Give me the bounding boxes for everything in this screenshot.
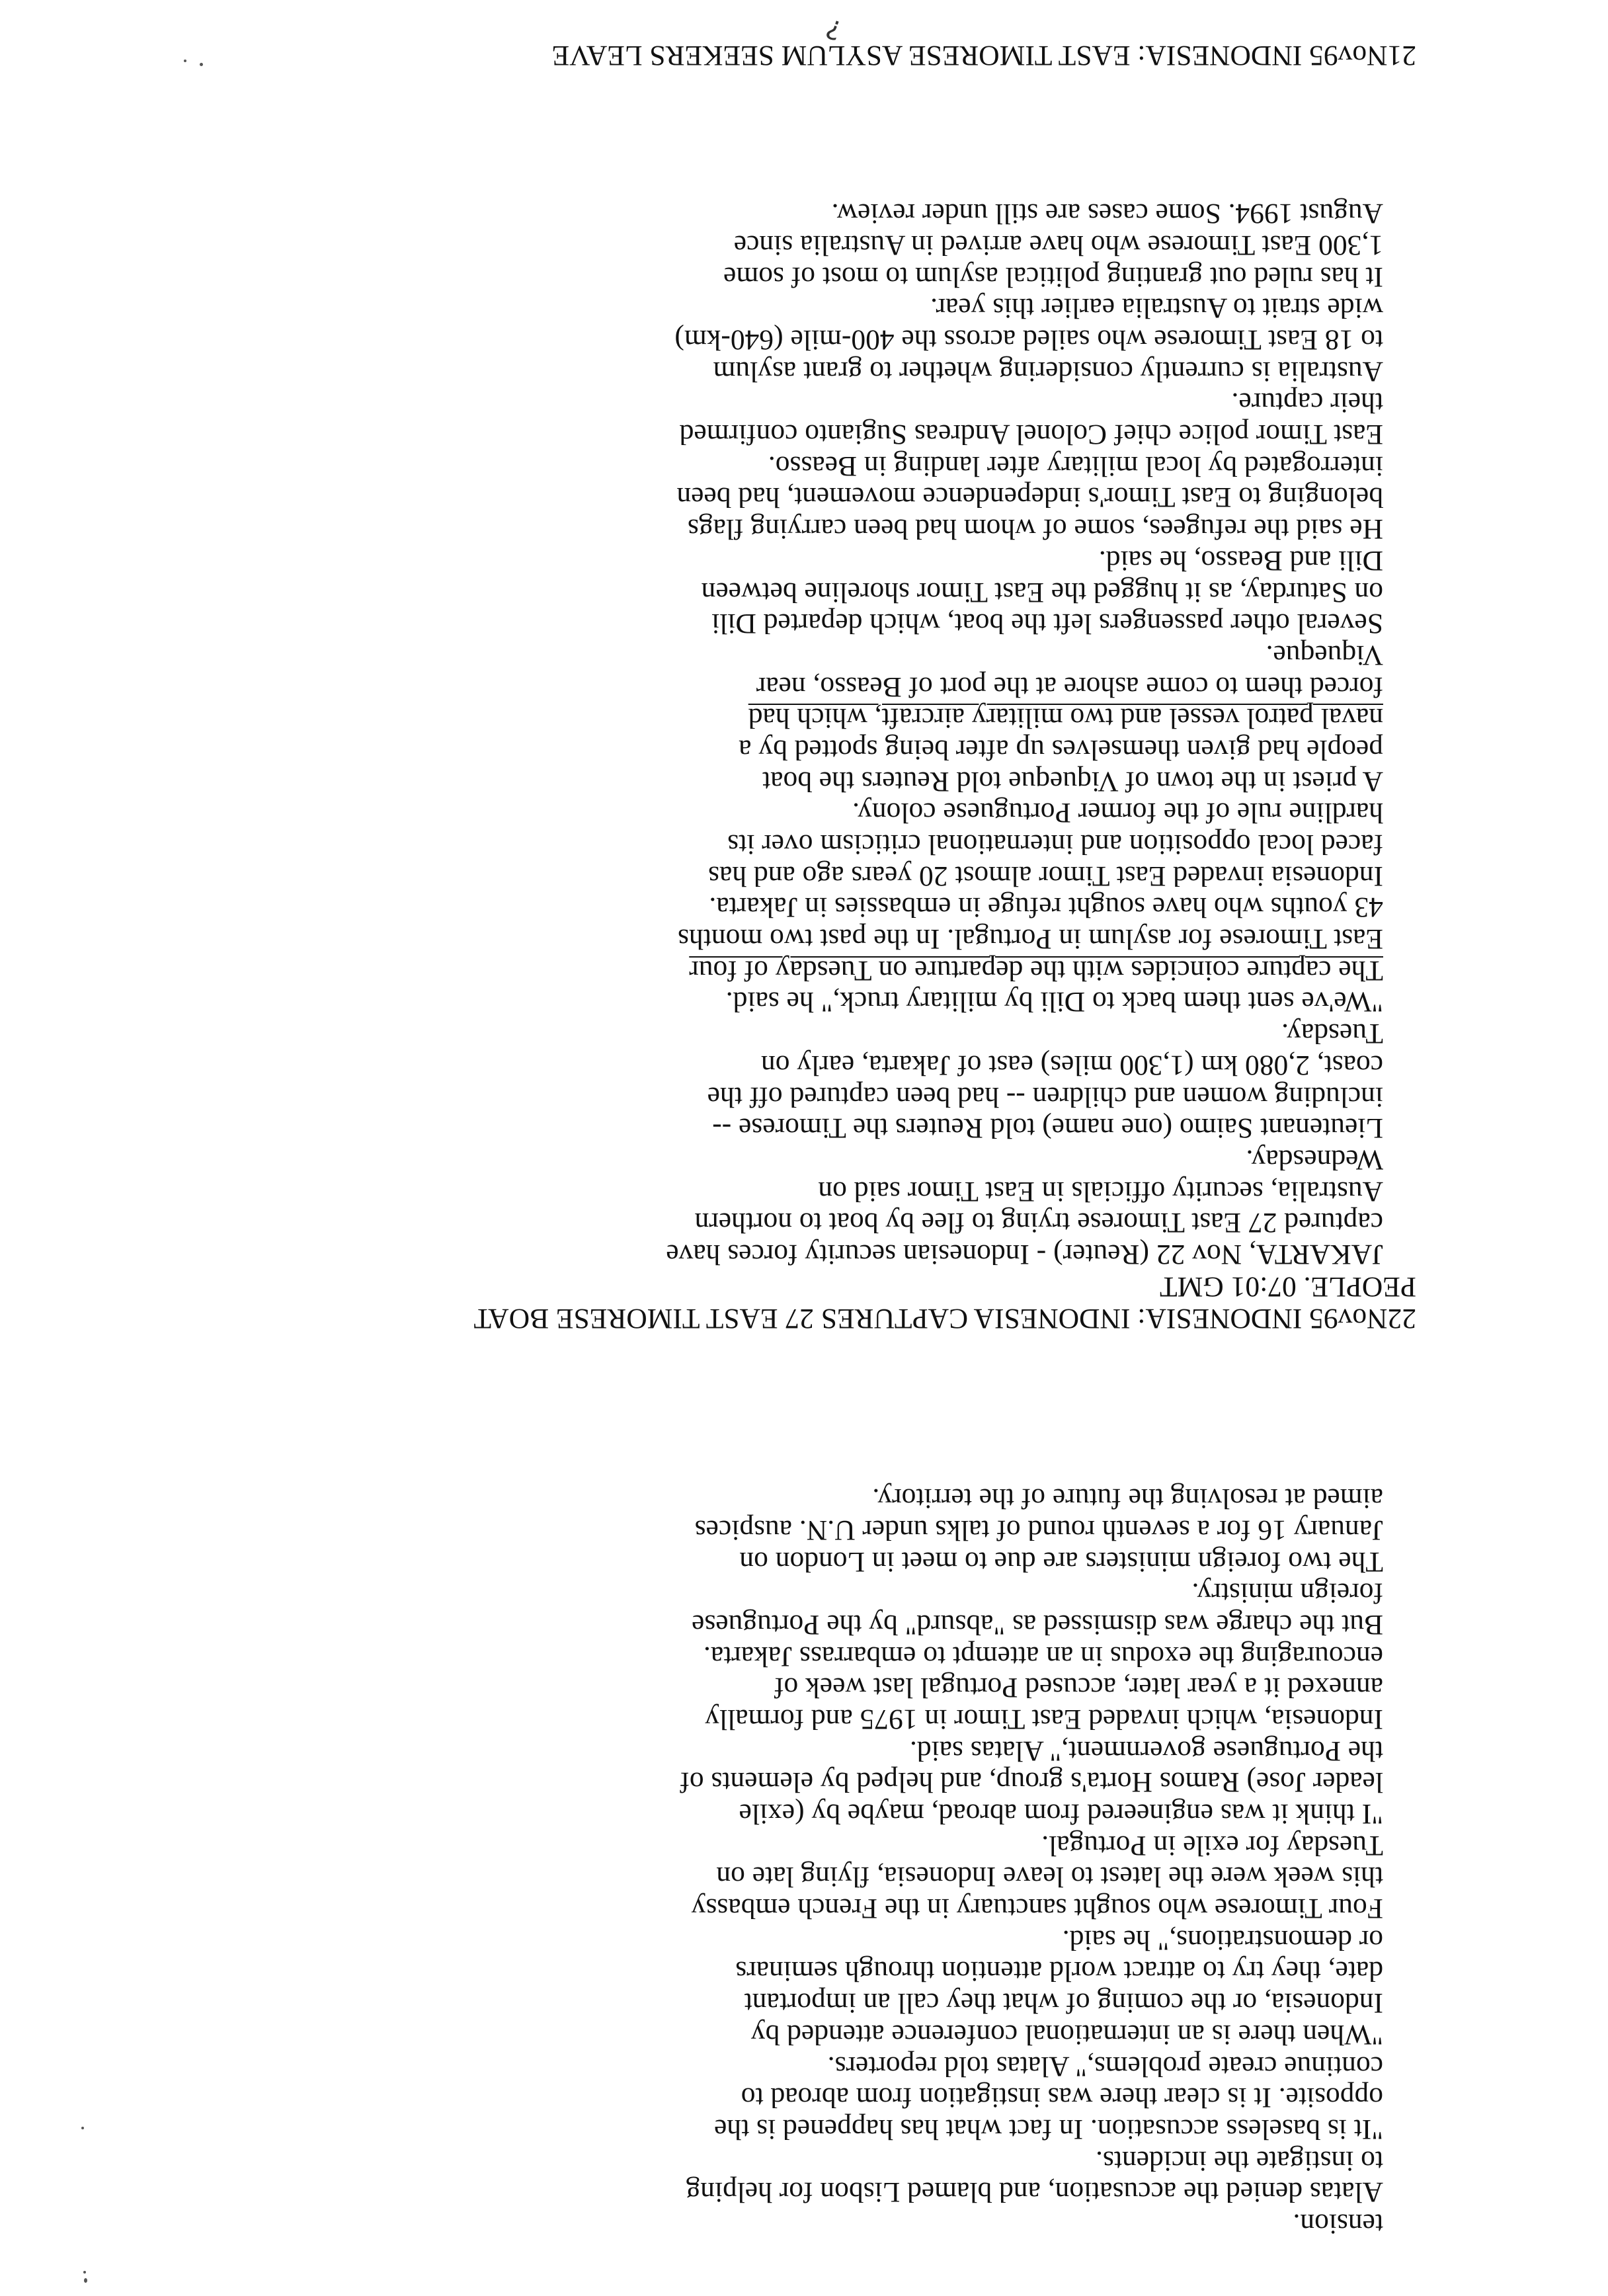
story-line: Wednesday. xyxy=(1246,1143,1383,1176)
speck xyxy=(84,2278,87,2283)
story-line: hardline rule of the former Portuguese colony. xyxy=(852,797,1383,829)
speck xyxy=(200,63,203,66)
story-line: the Portuguese government," Alatas said. xyxy=(909,1735,1383,1767)
story-line: on Saturday, as it hugged the East Timor shoreline between xyxy=(701,576,1383,608)
speck xyxy=(83,2271,86,2274)
story-line: wide strait to Australia earlier this year. xyxy=(930,292,1383,325)
story-line: belonging to East Timor's independence movement, had been xyxy=(676,481,1383,514)
story-line: "We've sent them back to Dili by military truck," he said. xyxy=(725,986,1383,1018)
story-line: Tuesday. xyxy=(1281,1018,1383,1050)
continued-story xyxy=(193,1483,1383,2240)
story-line: including women and children -- had been captured off the xyxy=(707,1081,1383,1113)
story-line: tension. xyxy=(1293,2208,1383,2240)
story-line: "I think it was engineered from abroad, maybe by (exile xyxy=(739,1798,1383,1830)
story-boat-people xyxy=(193,198,1383,1270)
story-line: Viqueque. xyxy=(1266,639,1383,671)
speck xyxy=(184,60,186,62)
story-line: JAKARTA, Nov 22 (Reuter) - Indonesian security forces have xyxy=(666,1239,1383,1270)
headline-line: 21Nov95 INDONESIA: EAST TIMORESE ASYLUM SEEKERS LEAVE xyxy=(551,40,1416,71)
story-line: foreign ministry. xyxy=(1191,1577,1383,1610)
story-line: Australia, security officials in East Timor said on xyxy=(818,1175,1383,1208)
story-line: to instigate the incidents. xyxy=(1096,2145,1383,2177)
story-line: to 18 East Timorese who sailed across the 400-mile (640-km) xyxy=(674,324,1383,356)
headline-line: 22Nov95 INDONESIA: INDONESIA CAPTURES 27 EAST TIMORESE BOAT xyxy=(473,1303,1416,1334)
story-line: Indonesia, or the coming of what they call an important xyxy=(744,1987,1383,2020)
story-line: But the charge was dismissed as "absurd" by the Portuguese xyxy=(692,1608,1383,1641)
story-line: forced them to come ashore at the port of Beasso, near xyxy=(756,671,1383,703)
story-line: faced local opposition and international criticism over its xyxy=(727,829,1383,861)
story-line: August 1994. Some cases are still under review. xyxy=(831,198,1383,230)
speck xyxy=(81,2127,84,2129)
story-line: 1,300 East Timorese who have arrived in Australia since xyxy=(733,229,1383,261)
underlined-line: The capture coincides with the departure on Tuesday of four xyxy=(689,954,1383,987)
story-line: captured 27 East Timorese trying to flee by boat to northern xyxy=(694,1207,1383,1239)
story-line: Indonesia invaded East Timor almost 20 years ago and has xyxy=(708,860,1383,892)
story-line: Dili and Beasso, he said. xyxy=(1098,544,1383,577)
story-line: East Timorese for asylum in Portugal. In the past two months xyxy=(678,923,1383,956)
story-line: opposite. It is clear there was instigation from abroad to xyxy=(741,2082,1383,2114)
story-line: It has ruled out granting political asylum to most of some xyxy=(723,261,1383,293)
story-line: annexed it a year later, accused Portugal last week of xyxy=(774,1672,1383,1704)
story-line: "When there is an international conference attended by xyxy=(750,2018,1383,2051)
story-line: Several other passengers left the boat, which departed Dili xyxy=(711,608,1383,640)
story-line: East Timor police chief Colonel Andreas Sugianto confirmed xyxy=(679,419,1383,451)
story-line: aimed at resolving the future of the territory. xyxy=(872,1483,1383,1515)
story-line: leader Jose) Ramos Horta's group, and helped by elements of xyxy=(680,1766,1383,1799)
headline-asylum-seekers xyxy=(160,39,1416,71)
story-line: coast, 2,080 km (1,300 miles) east of Jakarta, early on xyxy=(760,1049,1383,1081)
story-line: The two foreign ministers are due to meet in London on xyxy=(739,1545,1383,1578)
headline-boat-people xyxy=(160,1271,1416,1334)
story-line: Australia is currently considering whether to grant asylum xyxy=(713,355,1383,388)
underlined-line: naval patrol vessel and two military aircraft, which had xyxy=(748,702,1383,735)
story-line: Alatas denied the accusation, and blamed Lisbon for helping xyxy=(686,2176,1383,2209)
handwritten-mark: ? xyxy=(822,12,846,46)
headline-line: PEOPLE. 07:01 GMT xyxy=(1160,1271,1416,1303)
story-line: Tuesday for exile in Portugal. xyxy=(1041,1829,1383,1862)
story-line: Indonesia, which invaded East Timor in 1975 and formally xyxy=(705,1703,1383,1735)
story-line: Lieutenant Saimo (one name) told Reuters the Timorese -- xyxy=(712,1112,1383,1145)
story-line: Four Timorese who sought sanctuary in the French embassy xyxy=(691,1893,1383,1925)
story-line: A priest in the town of Viqueque told Reuters the boat xyxy=(762,765,1383,798)
story-line: 43 youths who have sought refuge in embassies in Jakarta. xyxy=(709,891,1383,924)
story-line: this week were the latest to leave Indonesia, flying late on xyxy=(716,1861,1383,1893)
story-line: encouraging the exodus in an attempt to embarrass Jakarta. xyxy=(704,1640,1383,1672)
story-line: date, they try to attract world attention through seminars xyxy=(735,1955,1383,1988)
story-line: continue create problems," Alatas told reporters. xyxy=(827,2050,1383,2082)
story-line: January 16 for a seventh round of talks under U.N. auspices xyxy=(694,1514,1383,1546)
story-line: interrogated by local military after landing in Beasso. xyxy=(768,450,1383,482)
story-line: "It is baseless accusation. In fact what has happened is the xyxy=(714,2113,1383,2145)
story-line: people had given themselves up after being spotted by a xyxy=(739,734,1383,766)
story-line: their capture. xyxy=(1231,387,1383,419)
story-line: or demonstrations," he said. xyxy=(1062,1924,1383,1956)
story-line: He said the refugees, some of whom had been carrying flags xyxy=(687,513,1383,546)
